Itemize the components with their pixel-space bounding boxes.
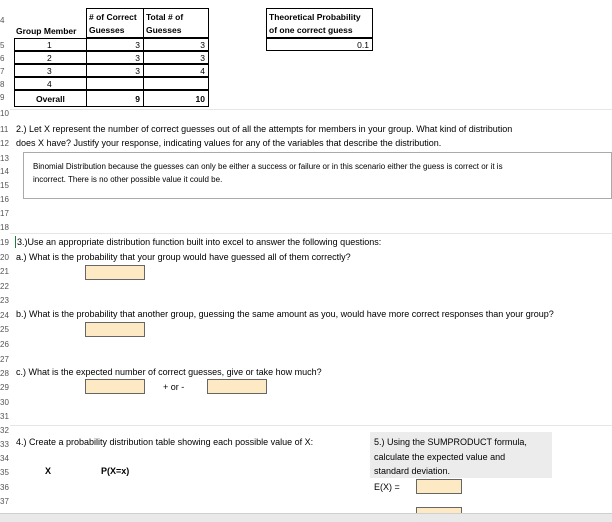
q3c-plus-minus: + or - xyxy=(163,382,185,392)
gridline xyxy=(10,425,612,426)
row-number[interactable]: 24 xyxy=(0,311,9,320)
row-number[interactable]: 18 xyxy=(0,223,9,232)
header-member-label: Group Member xyxy=(16,26,77,36)
overall-label: Overall xyxy=(36,94,65,104)
theoretical-header-1: Theoretical Probability xyxy=(269,12,361,22)
row-number[interactable]: 36 xyxy=(0,483,9,492)
row-number[interactable]: 12 xyxy=(0,139,9,148)
q3c-error-cell[interactable] xyxy=(207,379,267,394)
row-number[interactable]: 7 xyxy=(0,67,5,76)
total-value: 3 xyxy=(200,40,205,50)
q5-expected-value-cell[interactable] xyxy=(416,479,462,494)
correct-cell[interactable] xyxy=(86,64,144,77)
header-total-label-1: Total # of xyxy=(146,12,184,22)
correct-value: 3 xyxy=(135,53,140,63)
member-cell[interactable] xyxy=(14,77,87,90)
header-correct-cell[interactable] xyxy=(86,8,144,38)
row-number[interactable]: 23 xyxy=(0,296,9,305)
theoretical-value: 0.1 xyxy=(357,40,369,50)
q3b-text: b.) What is the probability that another group, guessing the same amount as you, would have more correct responses than your group? xyxy=(16,309,554,319)
active-cell-marker xyxy=(15,236,16,248)
member-value: 4 xyxy=(47,79,52,89)
theoretical-header-2: of one correct guess xyxy=(269,25,353,35)
member-value: 3 xyxy=(47,66,52,76)
q3a-text: a.) What is the probability that your group would have guessed all of them correctly? xyxy=(16,252,351,262)
row-number[interactable]: 29 xyxy=(0,383,9,392)
overall-correct-value: 9 xyxy=(135,94,140,104)
member-value: 1 xyxy=(47,40,52,50)
row-number[interactable]: 21 xyxy=(0,267,9,276)
row-number[interactable]: 5 xyxy=(0,41,5,50)
total-value: 3 xyxy=(200,53,205,63)
row-number[interactable]: 6 xyxy=(0,54,5,63)
row-number[interactable]: 31 xyxy=(0,412,9,421)
row-number[interactable]: 15 xyxy=(0,181,9,190)
theoretical-value-cell[interactable] xyxy=(266,38,373,51)
row-number[interactable]: 10 xyxy=(0,109,9,118)
row-number[interactable]: 17 xyxy=(0,209,9,218)
row-number[interactable]: 35 xyxy=(0,468,9,477)
total-value: 4 xyxy=(200,66,205,76)
correct-value: 3 xyxy=(135,66,140,76)
total-cell[interactable] xyxy=(143,38,209,51)
overall-total-cell[interactable] xyxy=(143,90,209,107)
row-number[interactable]: 37 xyxy=(0,497,9,506)
row-number[interactable]: 26 xyxy=(0,340,9,349)
q2-line-1: 2.) Let X represent the number of correct guesses out of all the attempts for members in your group. What kind of distribution xyxy=(16,124,513,134)
q4-col-x: X xyxy=(45,466,52,476)
total-cell[interactable] xyxy=(143,77,209,90)
row-number[interactable]: 27 xyxy=(0,355,9,364)
correct-cell[interactable] xyxy=(86,77,144,90)
q4-col-px: P(X=x) xyxy=(101,466,130,476)
correct-cell[interactable] xyxy=(86,51,144,64)
q5-ex-label: E(X) = xyxy=(374,482,400,492)
overall-correct-cell[interactable] xyxy=(86,90,144,107)
row-number[interactable]: 32 xyxy=(0,426,9,435)
total-cell[interactable] xyxy=(143,51,209,64)
q2-line-2: does X have? Justify your response, indicating values for any of the variables that describe the distribution. xyxy=(16,138,442,148)
row-number[interactable]: 14 xyxy=(0,167,9,176)
row-number[interactable]: 11 xyxy=(0,125,9,134)
q3b-answer-cell[interactable] xyxy=(85,322,145,337)
member-cell[interactable] xyxy=(14,64,87,77)
q2-answer-box[interactable] xyxy=(23,152,612,199)
q3-intro: 3.)Use an appropriate distribution function built into excel to answer the following questions: xyxy=(17,237,382,247)
row-number[interactable]: 4 xyxy=(0,16,5,25)
header-total-label-2: Guesses xyxy=(146,25,182,35)
row-header-gutter xyxy=(0,0,10,521)
row-number[interactable]: 16 xyxy=(0,195,9,204)
q5-line-1: 5.) Using the SUMPRODUCT formula, xyxy=(374,437,527,447)
member-cell[interactable] xyxy=(14,51,87,64)
gridline xyxy=(10,233,612,234)
row-number[interactable]: 25 xyxy=(0,325,9,334)
row-number[interactable]: 19 xyxy=(0,238,9,247)
q3c-text: c.) What is the expected number of correct guesses, give or take how much? xyxy=(16,367,322,377)
q2-answer-line-2: incorrect. There is no other possible value it could be. xyxy=(33,175,223,184)
row-number[interactable]: 8 xyxy=(0,80,5,89)
header-correct-label-2: Guesses xyxy=(89,25,125,35)
row-number[interactable]: 28 xyxy=(0,369,9,378)
overall-label-cell[interactable] xyxy=(14,90,87,107)
overall-total-value: 10 xyxy=(195,94,205,104)
q2-answer-line-1: Binomial Distribution because the guesses can only be either a success or failure or in this scenario either the guess is correct or it is xyxy=(33,162,503,171)
header-correct-label-1: # of Correct xyxy=(89,12,137,22)
header-total-cell[interactable] xyxy=(143,8,209,38)
q3c-expected-cell[interactable] xyxy=(85,379,145,394)
q3a-answer-cell[interactable] xyxy=(85,265,145,280)
row-number[interactable]: 22 xyxy=(0,282,9,291)
theoretical-header-cell[interactable] xyxy=(266,8,373,38)
gridline xyxy=(10,109,612,110)
header-member-cell[interactable] xyxy=(14,8,86,38)
row-number[interactable]: 30 xyxy=(0,398,9,407)
member-cell[interactable] xyxy=(14,38,87,51)
q4-text: 4.) Create a probability distribution table showing each possible value of X: xyxy=(16,437,314,447)
member-value: 2 xyxy=(47,53,52,63)
correct-value: 3 xyxy=(135,40,140,50)
total-cell[interactable] xyxy=(143,64,209,77)
row-number[interactable]: 34 xyxy=(0,454,9,463)
row-number[interactable]: 13 xyxy=(0,154,9,163)
row-number[interactable]: 33 xyxy=(0,440,9,449)
correct-cell[interactable] xyxy=(86,38,144,51)
row-number[interactable]: 9 xyxy=(0,93,5,102)
q5-line-2: calculate the expected value and xyxy=(374,452,506,462)
row-number[interactable]: 20 xyxy=(0,253,9,262)
q5-line-3: standard deviation. xyxy=(374,466,451,476)
